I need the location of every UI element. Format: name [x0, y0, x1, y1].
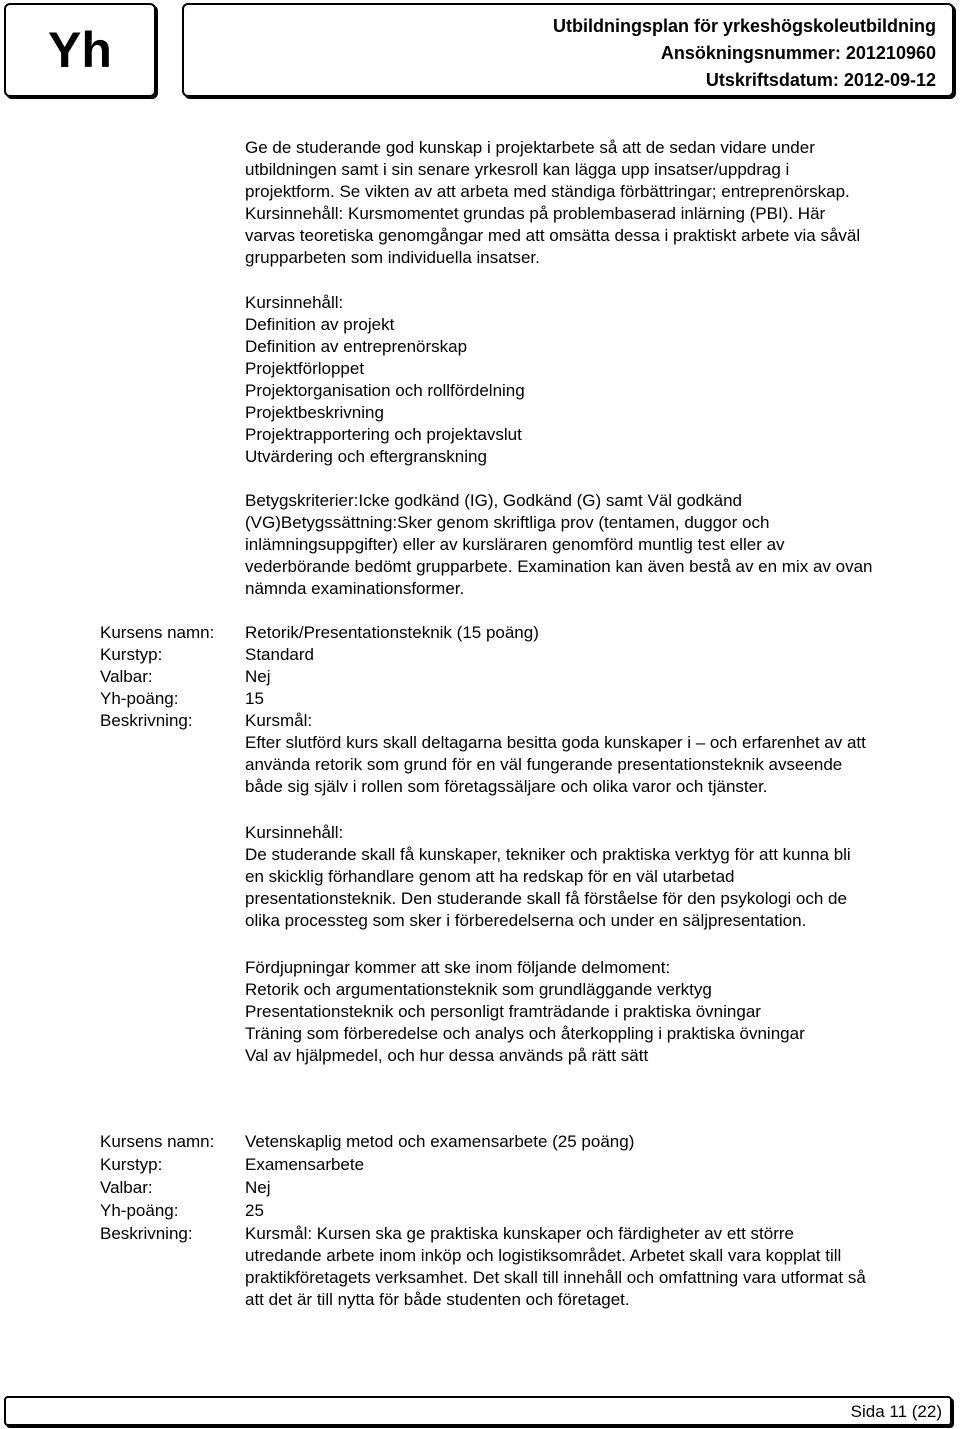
- yh-logo: Yh: [4, 3, 156, 97]
- elective-label: Valbar:: [100, 667, 153, 686]
- content-heading: Kursinnehåll:: [245, 823, 344, 842]
- text-line: Betygskriterier:Icke godkänd (IG), Godkänd (G) samt Väl godkänd: [245, 491, 743, 510]
- elective-value: Nej: [245, 1178, 271, 1197]
- text-line: Ge de studerande god kunskap i projektarbete så att de sedan vidare under: [245, 138, 815, 157]
- text-line: Kursmål: Kursen ska ge praktiska kunskaper och färdigheter av ett större: [245, 1224, 794, 1243]
- course-type-value: Examensarbete: [245, 1155, 365, 1174]
- text-line: utredande arbete inom inköp och logistiksområdet. Arbetet skall vara kopplat till: [245, 1246, 842, 1265]
- text-line: Fördjupningar kommer att ske inom följande delmoment:: [245, 958, 671, 977]
- points-value: 15: [245, 689, 264, 708]
- course-name-value: Retorik/Presentationsteknik (15 poäng): [245, 623, 539, 642]
- text-line: Val av hjälpmedel, och hur dessa används på rätt sätt: [245, 1046, 649, 1065]
- text-line: utbildningen samt i sin senare yrkesroll kan lägga upp insatser/uppdrag i: [245, 160, 790, 179]
- text-line: De studerande skall få kunskaper, tekniker och praktiska verktyg för att kunna bli: [245, 845, 851, 864]
- course-name-value: Vetenskaplig metod och examensarbete (25 poäng): [245, 1132, 635, 1151]
- text-line: Kursinnehåll: Kursmomentet grundas på problembaserad inlärning (PBI). Här: [245, 204, 826, 223]
- text-line: inlämningsuppgifter) eller av kursläraren genomförd muntlig test eller av: [245, 535, 785, 554]
- course1-content: [245, 822, 960, 932]
- text-line: Presentationsteknik och personligt framträdande i praktiska övningar: [245, 1002, 761, 1021]
- text-line: praktikföretagets verksamhet. Det skall till innehåll och omfattning vara utformat så: [245, 1268, 866, 1287]
- text-line: använda retorik som grund för en väl fungerande presentationsteknik avseende: [245, 755, 843, 774]
- list-item: Projektorganisation och rollfördelning: [245, 381, 525, 400]
- course-name-label: Kursens namn:: [100, 623, 215, 642]
- text-line: projektform. Se vikten av att arbeta med ständiga förbättringar; entreprenörskap.: [245, 182, 850, 201]
- points-value: 25: [245, 1201, 264, 1220]
- description-value: [245, 1223, 960, 1311]
- text-line: Retorik och argumentationsteknik som grundläggande verktyg: [245, 980, 712, 999]
- description-value: [245, 710, 960, 798]
- text-line: en skicklig förhandlare genom att ha redskap för en väl utarbetad: [245, 867, 735, 886]
- application-number: Ansökningsnummer: 201210960: [660, 43, 936, 63]
- text-line: grupparbeten som individuella insatser.: [245, 248, 540, 267]
- course1-deepening: [245, 957, 960, 1067]
- description-label: Beskrivning:: [100, 1224, 193, 1243]
- page-number: Sida 11 (22): [850, 1402, 942, 1421]
- content-heading: Kursinnehåll:: [245, 293, 344, 312]
- text-line: (VG)Betygssättning:Sker genom skriftliga prov (tentamen, duggor och: [245, 513, 770, 532]
- course-name-label: Kursens namn:: [100, 1132, 215, 1151]
- text-line: nämnda examinationsformer.: [245, 579, 465, 598]
- list-item: Projektbeskrivning: [245, 403, 384, 422]
- text-line: presentationsteknik. Den studerande skall få förståelse för den psykologi och de: [245, 889, 847, 908]
- document-title: Utbildningsplan för yrkeshögskoleutbildning: [552, 16, 936, 36]
- text-line: vederbörande bedömt grupparbete. Examination kan även bestå av en mix av ovan: [245, 557, 873, 576]
- list-item: Definition av projekt: [245, 315, 395, 334]
- course-type-label: Kurstyp:: [100, 645, 163, 664]
- grading-paragraph: [245, 490, 960, 600]
- elective-label: Valbar:: [100, 1178, 153, 1197]
- points-label: Yh-poäng:: [100, 689, 179, 708]
- text-line: Träning som förberedelse och analys och återkoppling i praktiska övningar: [245, 1024, 805, 1043]
- text-line: både sig själv i rollen som företagssäljare och olika varor och tjänster.: [245, 777, 768, 796]
- page-footer: [4, 1396, 952, 1426]
- text-line: olika processteg som sker i förberedelserna och under en säljpresentation.: [245, 911, 807, 930]
- print-date: Utskriftsdatum: 2012-09-12: [705, 70, 936, 90]
- points-label: Yh-poäng:: [100, 1201, 179, 1220]
- text-line: Efter slutförd kurs skall deltagarna besitta goda kunskaper i – och erfarenhet av att: [245, 733, 866, 752]
- intro-paragraph: [245, 137, 960, 269]
- text-line: varvas teoretiska genomgångar med att omsätta dessa i praktiskt arbete via såväl: [245, 226, 861, 245]
- course-type-label: Kurstyp:: [100, 1155, 163, 1174]
- description-label: Beskrivning:: [100, 711, 193, 730]
- list-item: Projektrapportering och projektavslut: [245, 425, 522, 444]
- text-line: att det är till nytta för både studenten och företaget.: [245, 1290, 630, 1309]
- goal-heading: Kursmål:: [245, 711, 313, 730]
- elective-value: Nej: [245, 667, 271, 686]
- list-item: Definition av entreprenörskap: [245, 337, 468, 356]
- intro-content-list: [245, 292, 960, 468]
- course-type-value: Standard: [245, 645, 314, 664]
- document-header: [182, 3, 954, 97]
- list-item: Projektförloppet: [245, 359, 365, 378]
- list-item: Utvärdering och eftergranskning: [245, 447, 487, 466]
